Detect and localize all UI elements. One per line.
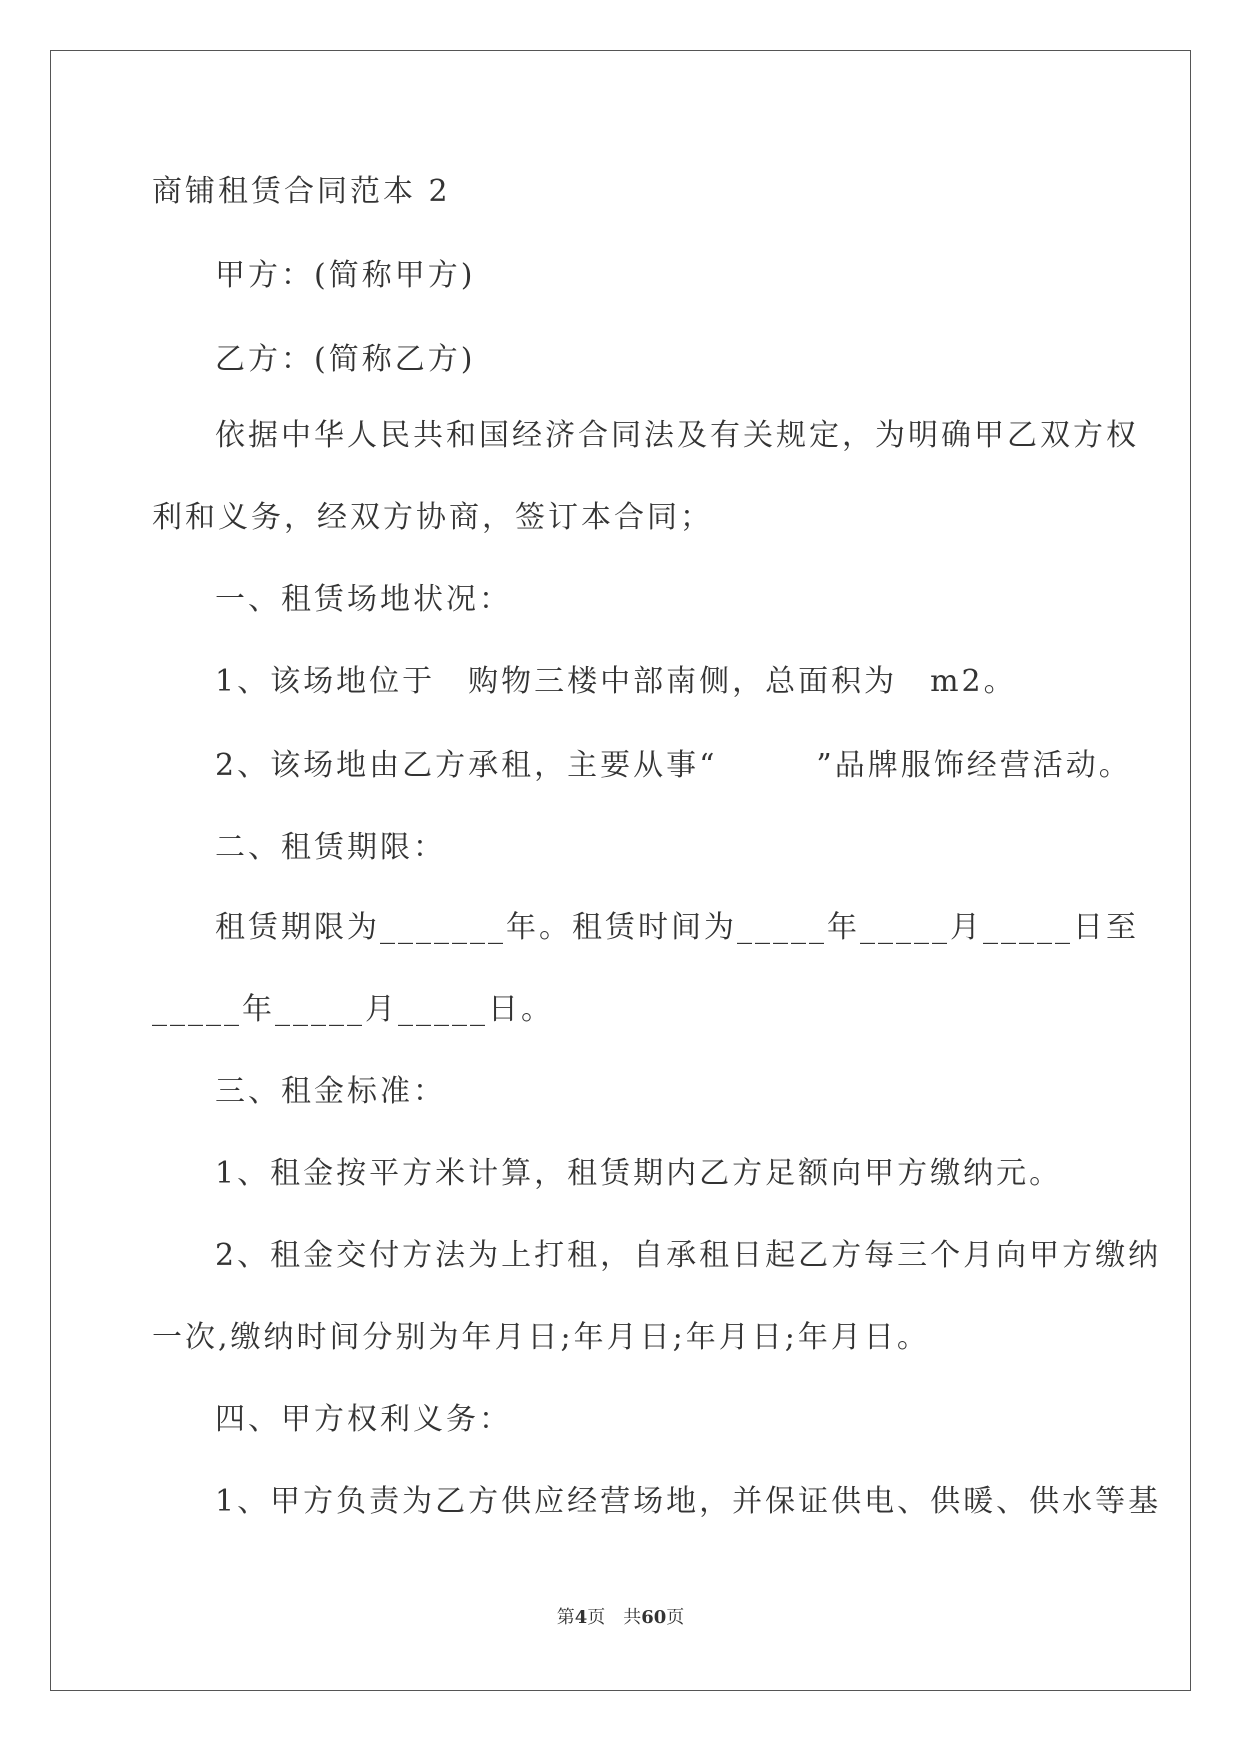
section-heading: 一、租赁场地状况： <box>215 582 512 617</box>
body-line: 2、租金交付方法为上打租，自承租日起乙方每三个月向甲方缴纳 <box>215 1238 1162 1273</box>
section-heading: 三、租金标准： <box>215 1074 446 1109</box>
body-line: _____年_____月_____日。 <box>152 992 554 1027</box>
document-title: 商铺租赁合同范本 2 <box>152 174 451 209</box>
body-line: 1、租金按平方米计算，租赁期内乙方足额向甲方缴纳元。 <box>215 1156 1063 1191</box>
current-page-number: 4 <box>574 1607 588 1628</box>
body-line: 利和义务，经双方协商，签订本合同； <box>152 500 713 535</box>
section-heading: 二、租赁期限： <box>215 830 446 865</box>
party-b-line: 乙方：(简称乙方) <box>215 342 476 377</box>
total-page-count: 60 <box>641 1607 667 1628</box>
page-footer <box>0 1606 1241 1630</box>
footer-prefix: 第 <box>556 1607 575 1628</box>
party-a-line: 甲方：(简称甲方) <box>215 258 476 293</box>
page-border <box>50 50 1191 1691</box>
body-line: 1、该场地位于 购物三楼中部南侧，总面积为 m2。 <box>215 664 1017 699</box>
body-line: 一次,缴纳时间分别为年月日;年月日;年月日;年月日。 <box>152 1320 930 1355</box>
body-line: 2、该场地由乙方承租，主要从事“ ”品牌服饰经营活动。 <box>215 748 1132 783</box>
footer-suffix: 页 <box>666 1607 685 1628</box>
body-line: 依据中华人民共和国经济合同法及有关规定，为明确甲乙双方权 <box>215 418 1139 453</box>
section-heading: 四、甲方权利义务： <box>215 1402 512 1437</box>
body-line: 1、甲方负责为乙方供应经营场地，并保证供电、供暖、供水等基 <box>215 1484 1162 1519</box>
body-line: 租赁期限为_______年。租赁时间为_____年_____月_____日至 <box>215 910 1139 945</box>
footer-middle: 页 共 <box>587 1607 642 1628</box>
